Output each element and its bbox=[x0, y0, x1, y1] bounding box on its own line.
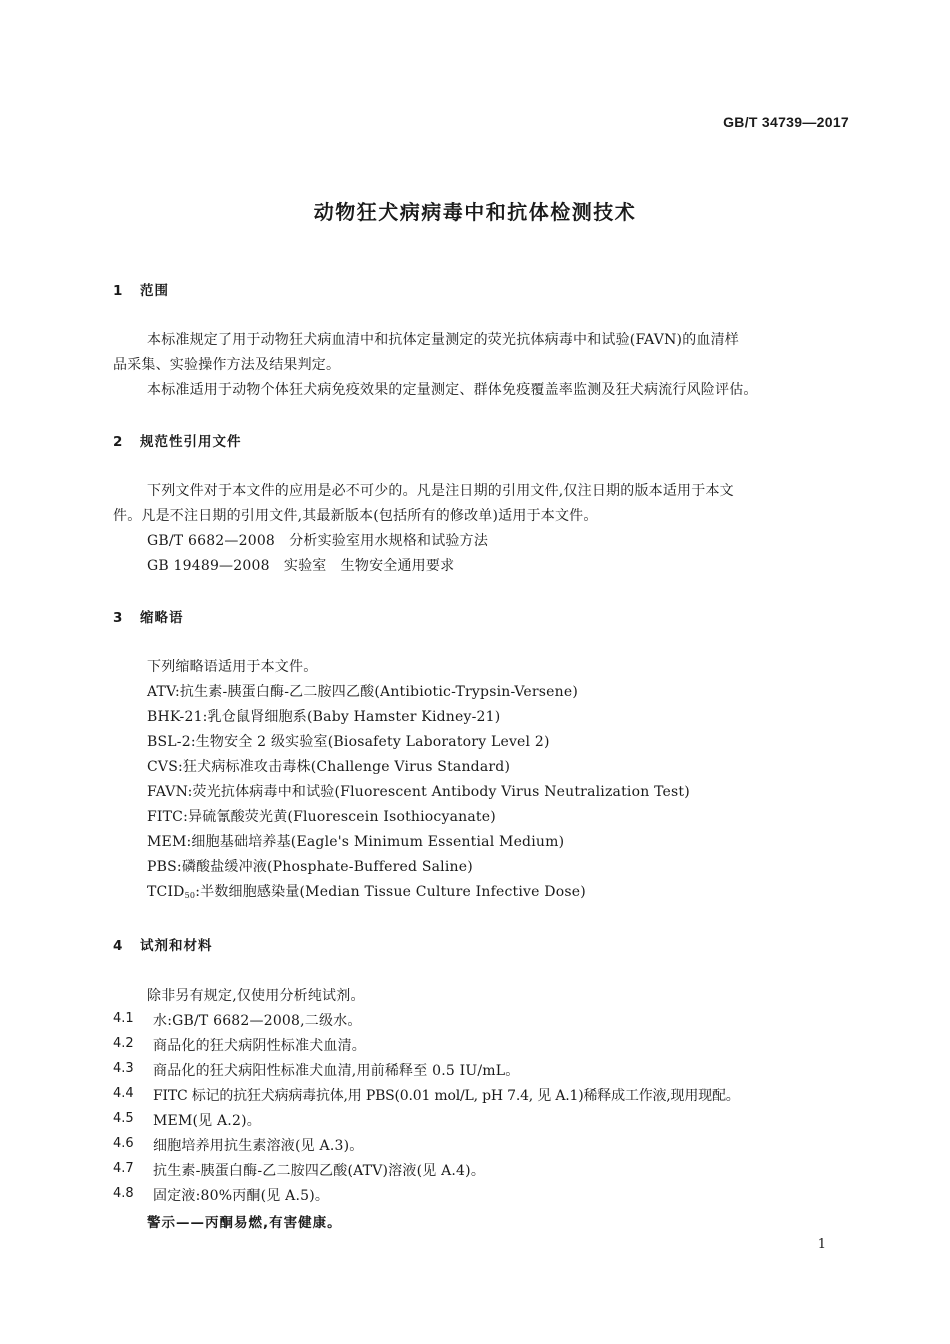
section-2-heading bbox=[113, 430, 242, 450]
section-number: 4 bbox=[113, 938, 124, 954]
item-number: 4.4 bbox=[113, 1086, 134, 1101]
paragraph-line: 下列文件对于本文件的应用是必不可少的。凡是注日期的引用文件,仅注日期的版本适用于本文 bbox=[147, 483, 734, 499]
section-number: 1 bbox=[113, 283, 124, 299]
abbreviation-entry: BSL-2:生物安全 2 级实验室(Biosafety Laboratory Level 2) bbox=[147, 734, 550, 750]
abbreviation-tcid-definition: :半数细胞感染量(Median Tissue Culture Infective Dose) bbox=[195, 884, 586, 900]
item-text: 抗生素-胰蛋白酶-乙二胺四乙酸(ATV)溶液(见 A.4)。 bbox=[153, 1163, 486, 1179]
section-title: 缩略语 bbox=[140, 610, 184, 626]
abbreviation-entry: PBS:磷酸盐缓冲液(Phosphate-Buffered Saline) bbox=[147, 859, 473, 875]
page-number: 1 bbox=[817, 1237, 826, 1252]
section-1-heading bbox=[113, 279, 169, 299]
section-3-heading bbox=[113, 606, 184, 626]
normative-reference: GB 19489—2008 实验室 生物安全通用要求 bbox=[147, 558, 455, 574]
item-text: 固定液:80%丙酮(见 A.5)。 bbox=[153, 1188, 330, 1204]
item-text: 细胞培养用抗生素溶液(见 A.3)。 bbox=[153, 1138, 364, 1154]
item-text: 商品化的狂犬病阳性标准犬血清,用前稀释至 0.5 IU/mL。 bbox=[153, 1063, 520, 1079]
standard-code: GB/T 34739—2017 bbox=[723, 114, 849, 130]
reagents-intro: 除非另有规定,仅使用分析纯试剂。 bbox=[147, 988, 365, 1004]
abbreviations-intro: 下列缩略语适用于本文件。 bbox=[147, 659, 318, 675]
abbreviation-entry: ATV:抗生素-胰蛋白酶-乙二胺四乙酸(Antibiotic-Trypsin-Versene) bbox=[147, 684, 579, 700]
item-number: 4.8 bbox=[113, 1186, 134, 1201]
abbreviation-entry bbox=[147, 881, 586, 901]
document-title: 动物狂犬病病毒中和抗体检测技术 bbox=[313, 200, 637, 224]
item-text: 水:GB/T 6682—2008,二级水。 bbox=[153, 1013, 362, 1029]
item-number: 4.1 bbox=[113, 1011, 134, 1026]
normative-reference: GB/T 6682—2008 分析实验室用水规格和试验方法 bbox=[147, 533, 489, 549]
abbreviation-entry: MEM:细胞基础培养基(Eagle's Minimum Essential Medium) bbox=[147, 834, 565, 850]
section-title: 范围 bbox=[140, 283, 169, 299]
section-title: 规范性引用文件 bbox=[140, 434, 242, 450]
section-4-heading bbox=[113, 934, 213, 954]
abbreviation-entry: FITC:异硫氰酸荧光黄(Fluorescein Isothiocyanate) bbox=[147, 809, 496, 825]
abbreviation-entry: FAVN:荧光抗体病毒中和试验(Fluorescent Antibody Virus Neutralization Test) bbox=[147, 784, 690, 800]
abbreviation-tcid: TCID bbox=[147, 884, 185, 900]
paragraph-line: 本标准适用于动物个体狂犬病免疫效果的定量测定、群体免疫覆盖率监测及狂犬病流行风险评估。 bbox=[147, 382, 758, 398]
item-number: 4.7 bbox=[113, 1161, 134, 1176]
section-number: 3 bbox=[113, 610, 124, 626]
warning-note: 警示——丙酮易燃,有害健康。 bbox=[147, 1215, 342, 1231]
item-text: 商品化的狂犬病阴性标准犬血清。 bbox=[153, 1038, 366, 1054]
item-number: 4.5 bbox=[113, 1111, 134, 1126]
abbreviation-entry: CVS:狂犬病标准攻击毒株(Challenge Virus Standard) bbox=[147, 759, 511, 775]
paragraph-line: 品采集、实验操作方法及结果判定。 bbox=[113, 357, 341, 373]
paragraph-line: 件。凡是不注日期的引用文件,其最新版本(包括所有的修改单)适用于本文件。 bbox=[113, 508, 598, 524]
item-number: 4.3 bbox=[113, 1061, 134, 1076]
item-number: 4.6 bbox=[113, 1136, 134, 1151]
item-text: MEM(见 A.2)。 bbox=[153, 1113, 261, 1129]
item-number: 4.2 bbox=[113, 1036, 134, 1051]
section-title: 试剂和材料 bbox=[140, 938, 213, 954]
item-text: FITC 标记的抗狂犬病病毒抗体,用 PBS(0.01 mol/L, pH 7.4, 见 A.1)稀释成工作液,现用现配。 bbox=[153, 1088, 740, 1104]
abbreviation-entry: BHK-21:乳仓鼠肾细胞系(Baby Hamster Kidney-21) bbox=[147, 709, 501, 725]
paragraph-line: 本标准规定了用于动物狂犬病血清中和抗体定量测定的荧光抗体病毒中和试验(FAVN)的血清样 bbox=[147, 332, 739, 348]
section-number: 2 bbox=[113, 434, 124, 450]
abbreviation-tcid-subscript: 50 bbox=[184, 891, 196, 900]
